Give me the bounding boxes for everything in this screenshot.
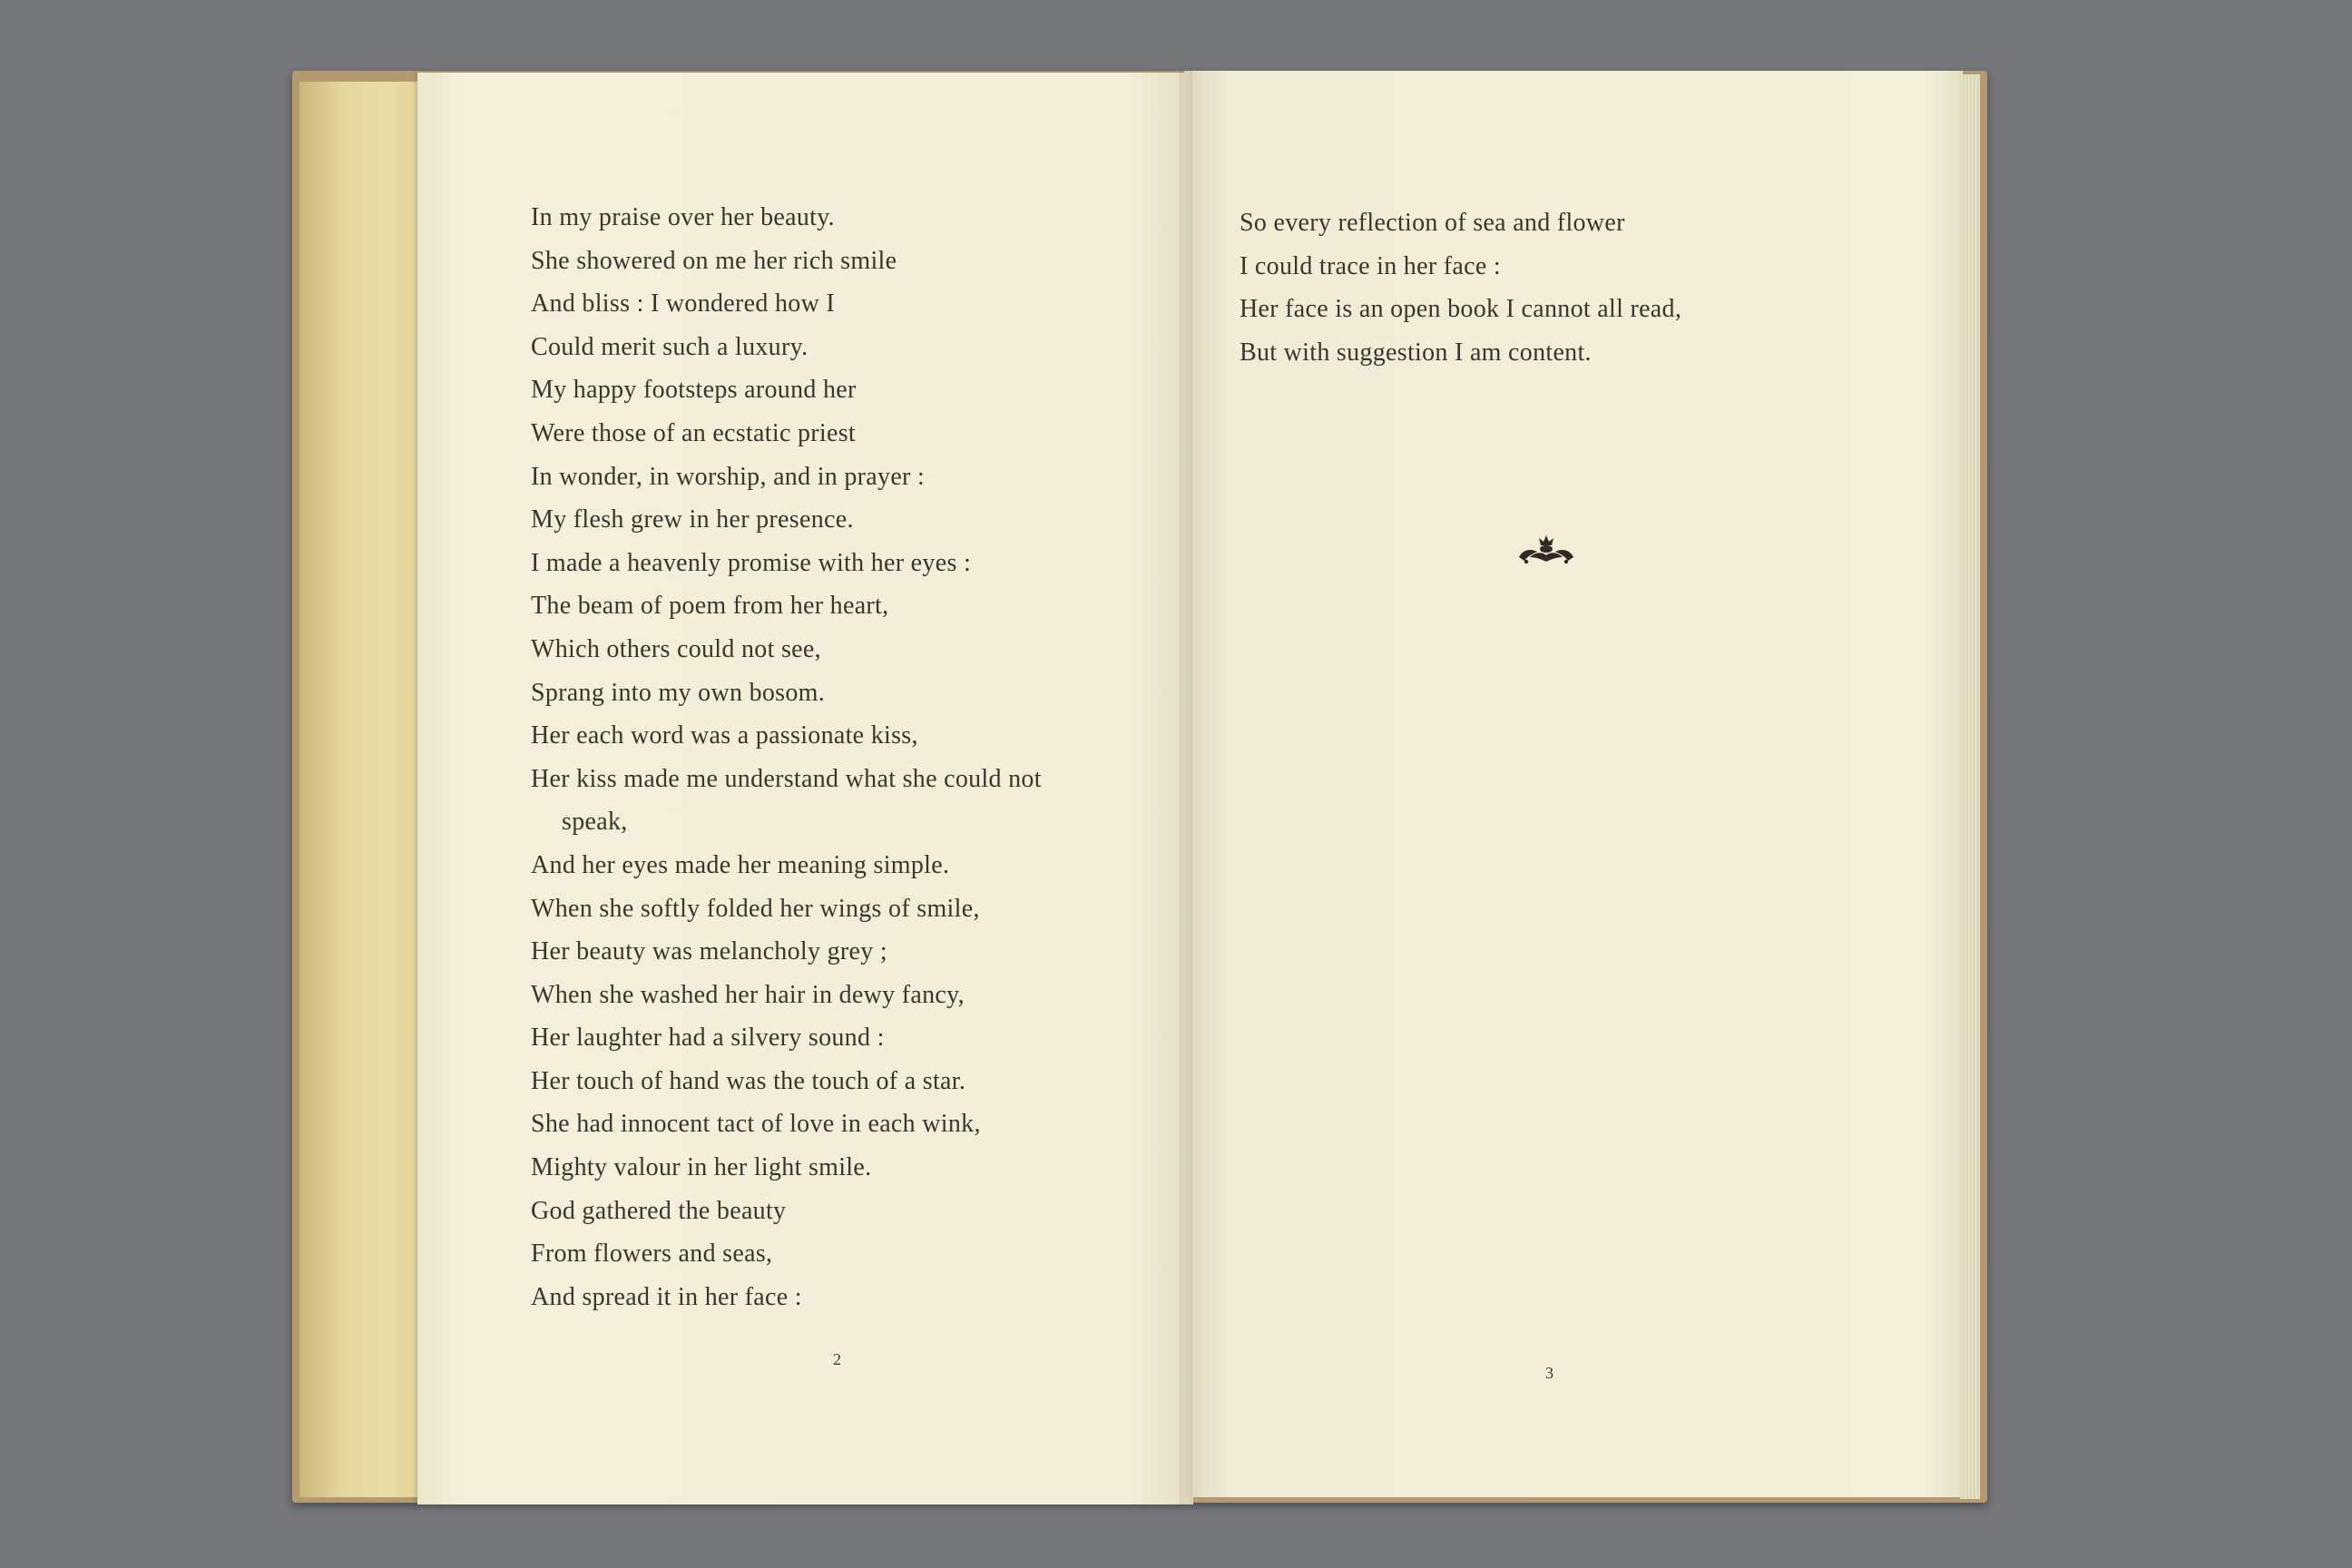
poem-line: Her each word was a passionate kiss, xyxy=(531,721,918,750)
poem-line: When she softly folded her wings of smile, xyxy=(531,894,980,923)
page-number-right: 3 xyxy=(1545,1364,1553,1382)
poem-line: Sprang into my own bosom. xyxy=(531,678,826,707)
poem-line: She showered on me her rich smile xyxy=(531,246,897,275)
endpaper xyxy=(299,82,426,1497)
poem-line: But with suggestion I am content. xyxy=(1240,338,1592,367)
poem-line: In my praise over her beauty. xyxy=(531,203,835,231)
poem-line-continuation: speak, xyxy=(562,808,628,837)
poem-line: She had innocent tact of love in each wink, xyxy=(531,1110,981,1139)
poem-line: The beam of poem from her heart, xyxy=(531,592,889,621)
poem-line: And her eyes made her meaning simple. xyxy=(531,850,950,879)
poem-line: My happy footsteps around her xyxy=(531,376,857,405)
poem-line: Her laughter had a silvery sound : xyxy=(531,1024,885,1053)
poem-line: My flesh grew in her presence. xyxy=(531,505,854,534)
poem-line: Which others could not see, xyxy=(531,634,821,663)
poem-line: Were those of an ecstatic priest xyxy=(531,418,856,447)
poem-line: In wonder, in worship, and in prayer : xyxy=(531,462,926,491)
poem-line: God gathered the beauty xyxy=(531,1196,787,1225)
poem-line: Mighty valour in her light smile. xyxy=(531,1153,872,1182)
book-gutter xyxy=(1180,71,1192,1504)
left-page-poem xyxy=(531,196,1042,1318)
poem-line: Her kiss made me understand what she could not xyxy=(531,764,1042,793)
poem-line: Her beauty was melancholy grey ; xyxy=(531,937,887,966)
floral-ornament-icon xyxy=(1517,534,1575,566)
page-edges xyxy=(1960,74,1980,1499)
poem-line: Her face is an open book I cannot all read, xyxy=(1240,295,1682,324)
poem-line: And bliss : I wondered how I xyxy=(531,289,836,318)
poem-line: And spread it in her face : xyxy=(531,1282,802,1311)
poem-line: I could trace in her face : xyxy=(1240,251,1501,280)
page-number-left: 2 xyxy=(833,1350,841,1368)
poem-line: I made a heavenly promise with her eyes : xyxy=(531,548,972,577)
poem-line: Could merit such a luxury. xyxy=(531,332,808,361)
poem-line: From flowers and seas, xyxy=(531,1240,773,1269)
right-page-poem xyxy=(1240,201,1681,374)
poem-line: Her touch of hand was the touch of a star. xyxy=(531,1066,966,1095)
poem-line: When she washed her hair in dewy fancy, xyxy=(531,980,965,1009)
poem-line: So every reflection of sea and flower xyxy=(1240,209,1625,237)
